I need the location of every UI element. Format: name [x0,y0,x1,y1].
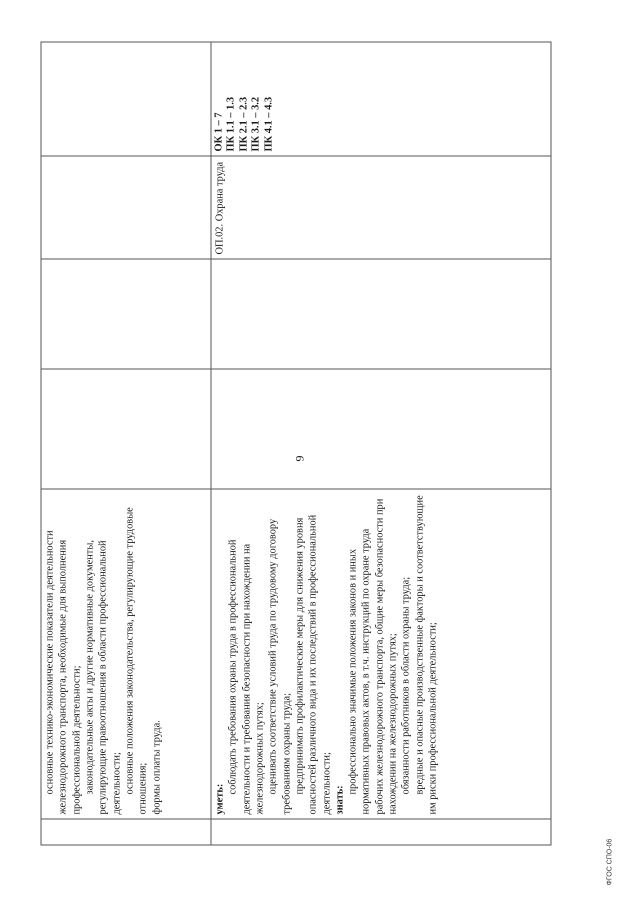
znat-item: вредные и опасные производственные факторы и соответствующие им риски профессиональной деятельности; [413,494,438,814]
empty-cell [211,369,551,489]
knowledge-paragraph: формы оплаты труда. [150,719,162,814]
footer-code: ФГОС СПО-06 [606,838,613,885]
knowledge-cell [41,489,211,819]
knowledge-paragraph: законодательные акты и другие нормативные документы, регулирующие правоотношения в области профессиональной деятельности; [83,539,122,814]
competency-code: ПК 3.1 – 3.2 [250,96,262,151]
umet-item: предпринимать профилактические меры для снижения уровня опасностей различного вида и их последствий в профессиональной деятельности; [293,514,332,814]
znat-item: профессионально значимые положения законов и иных нормативных правовых актов, в т.ч. инструкций по охране труда рабочих железнодорожного транспорта, общие меры безопасности при нахождении на железнодорожных путях; [347,498,399,814]
discipline-name: ОП.02. Охрана труда [214,161,225,254]
competency-table [40,41,551,845]
competency-code: ОК 1 – 7 [213,112,224,151]
znat-item: обязанности работников в области охраны труда; [400,576,412,794]
empty-cell [41,259,211,369]
knowledge-paragraph: основные положения законодательства, регулирующие трудовые отношения; [123,506,149,814]
empty-cell [211,259,551,369]
empty-cell [41,42,211,156]
competency-codes-cell [211,42,551,156]
umet-item: оценивать соответствие условий труда по трудовому договору требованиям охраны труда; [267,518,292,814]
index-cell [41,819,211,845]
skills-knowledge-cell [211,489,551,819]
competency-code: ПК 4.1 – 4.3 [262,96,274,151]
table-row [41,42,211,845]
umet-heading: уметь: [214,783,225,814]
knowledge-paragraph: основные технико-экономические показатели деятельности железнодорожного транспорта, необходимые для выполнения профессиональной деятельности; [44,529,82,814]
page-number: 9 [292,455,306,461]
table-row [211,42,551,845]
umet-item: соблюдать требования охраны труда в профессиональной деятельности и требования безопасности при нахождении на железнодорожных путях; [227,539,265,814]
discipline-cell [211,156,551,259]
empty-cell [41,156,211,259]
competency-code: ПК 2.1 – 2.3 [237,96,249,151]
index-cell [211,819,551,845]
empty-cell [41,369,211,489]
znat-heading: знать: [333,784,345,814]
competency-code: ПК 1.1 – 1.3 [225,96,237,151]
